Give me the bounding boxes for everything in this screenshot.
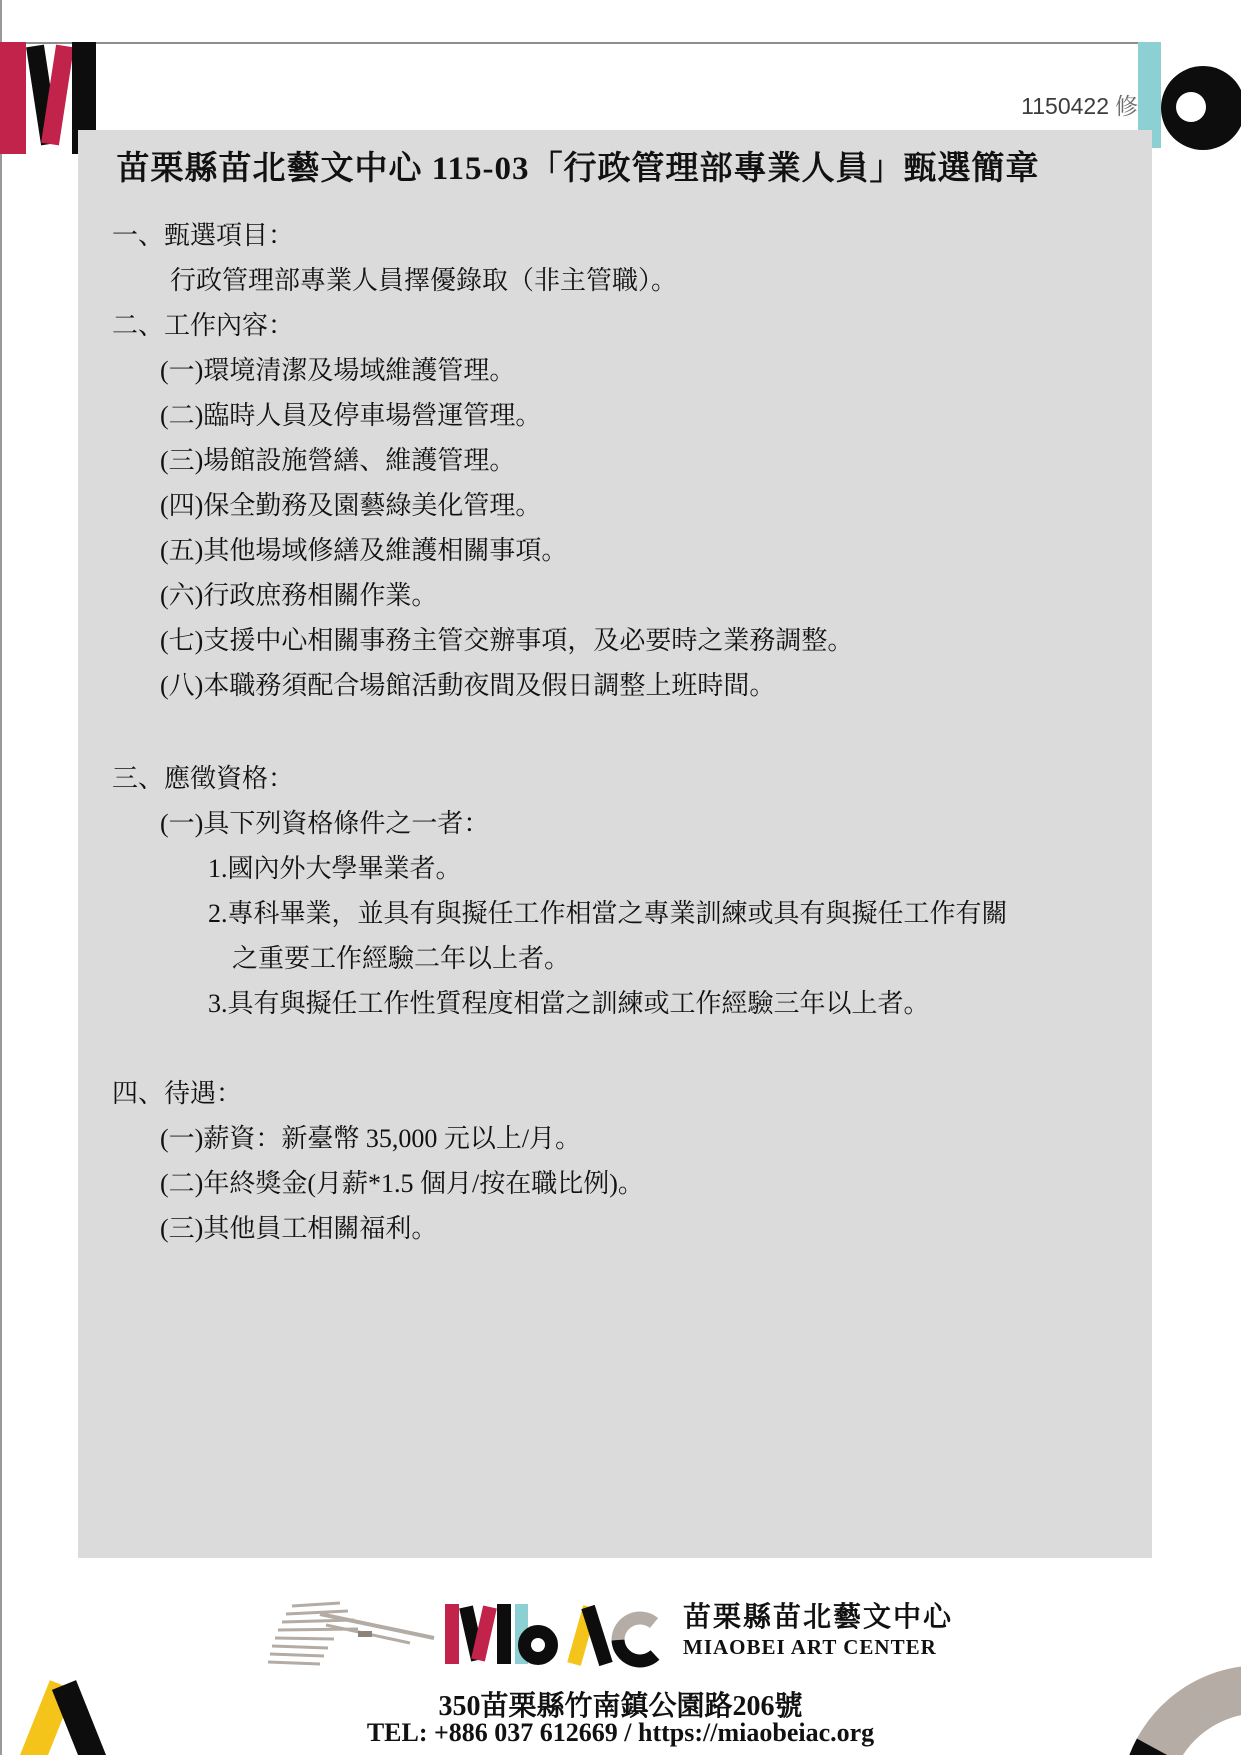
revision-number: 1150422 (1021, 93, 1109, 119)
mbac-logo-icon (445, 1602, 675, 1668)
text-line: 行政管理部專業人員擇優錄取（非主管職）。 (170, 266, 678, 295)
corner-a-icon (10, 1675, 120, 1755)
list-item: 2.專科畢業，並具有與擬任工作相當之專業訓練或具有與擬任工作有關 (208, 899, 1008, 928)
corner-c-icon (1100, 1650, 1241, 1755)
b-ring-icon (1158, 63, 1241, 153)
document-title: 苗栗縣苗北藝文中心 115-03「行政管理部專業人員」甄選簡章 (116, 151, 1040, 187)
list-item: (三)其他員工相關福利。 (160, 1214, 438, 1243)
list-item: (二)臨時人員及停車場營運管理。 (160, 401, 542, 430)
list-item: (一)薪資：新臺幣 35,000 元以上/月。 (160, 1124, 582, 1153)
contact-line: TEL: +886 037 612669 / https://miaobeiac.org (366, 1718, 875, 1747)
left-edge-rule (0, 0, 2, 1755)
address-line: 350苗栗縣竹南鎮公園路206號 (438, 1691, 803, 1722)
organization-name-en: MIAOBEI ART CENTER (683, 1635, 937, 1659)
document-sheet (78, 130, 1152, 1558)
section-heading: 四、待遇： (112, 1079, 243, 1108)
list-item-continuation: 之重要工作經驗二年以上者。 (232, 944, 571, 973)
document-body (112, 213, 1152, 1251)
organization-name (683, 1602, 953, 1660)
list-item: (七)支援中心相關事務主管交辦事項，及必要時之業務調整。 (160, 626, 854, 655)
list-item: (三)場館設施營繕、維護管理。 (160, 446, 516, 475)
top-horizontal-rule (0, 42, 1138, 44)
list-item: (二)年終獎金(月薪*1.5 個月/按在職比例)。 (160, 1169, 644, 1198)
list-item: (四)保全勤務及園藝綠美化管理。 (160, 491, 542, 520)
section-heading: 三、應徵資格： (112, 764, 295, 793)
organization-name-zh: 苗栗縣苗北藝文中心 (683, 1602, 954, 1633)
list-item: (六)行政庶務相關作業。 (160, 581, 438, 610)
section-heading: 二、工作內容： (112, 311, 295, 340)
list-item: 1.國內外大學畢業者。 (208, 854, 462, 883)
revision-suffix: 修 (1115, 93, 1138, 119)
revision-label (1008, 88, 1138, 121)
section-heading: 一、甄選項目： (112, 221, 295, 250)
list-item: (八)本職務須配合場館活動夜間及假日調整上班時間。 (160, 671, 776, 700)
building-sketch-icon (262, 1598, 442, 1668)
list-item: (一)具下列資格條件之一者： (160, 809, 490, 838)
list-item: (五)其他場域修繕及維護相關事項。 (160, 536, 568, 565)
list-item: 3.具有與擬任工作性質程度相當之訓練或工作經驗三年以上者。 (208, 989, 930, 1018)
list-item: (一)環境清潔及場域維護管理。 (160, 356, 516, 385)
